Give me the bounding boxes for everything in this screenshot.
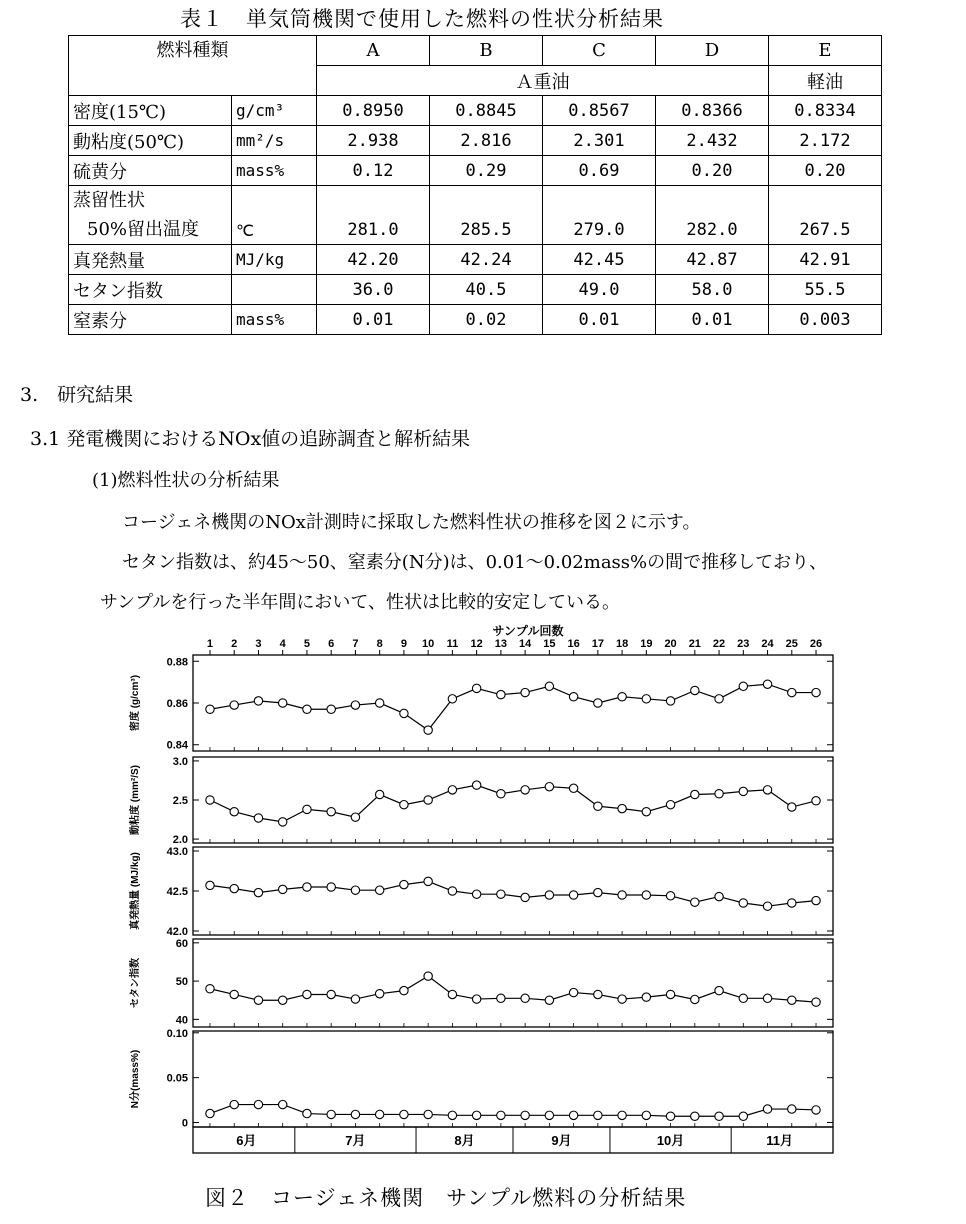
data-point: [666, 697, 674, 705]
data-point: [788, 899, 796, 907]
row-unit: g/cm³: [232, 96, 317, 126]
data-point: [448, 695, 456, 703]
data-point: [400, 1110, 408, 1118]
data-point: [327, 1110, 335, 1118]
data-point: [424, 796, 432, 804]
y-axis-label: セタン指数: [130, 958, 141, 1008]
table-cell: 0.01: [543, 305, 656, 335]
data-point: [497, 890, 505, 898]
x-tick-label: 22: [712, 638, 726, 650]
table-cell: 0.8334: [769, 96, 882, 126]
x-tick-label: 3: [255, 638, 262, 650]
y-axis-label: 動粘度 (mm²/S): [130, 765, 141, 835]
table-row: [69, 126, 882, 156]
month-label: 7月: [345, 1133, 366, 1148]
series-line: [210, 684, 816, 730]
data-point: [351, 995, 359, 1003]
data-point: [424, 1110, 432, 1118]
data-point: [206, 985, 214, 993]
data-point: [351, 1110, 359, 1118]
data-point: [351, 886, 359, 894]
table-cell: 2.172: [769, 126, 882, 156]
y-tick-label: 40: [175, 1014, 188, 1027]
table-cell: 0.12: [317, 156, 430, 186]
paragraph-2-line-1: セタン指数は、約45～50、窒素分(N分)は、0.01～0.02mass%の間で推移しており、: [122, 552, 828, 573]
x-tick-label: 16: [567, 638, 580, 650]
y-tick-label: 0.86: [166, 698, 188, 710]
data-point: [763, 1105, 771, 1113]
data-point: [278, 996, 286, 1004]
table-cell: 0.003: [769, 305, 882, 335]
month-label: 10月: [656, 1133, 685, 1148]
data-point: [618, 1111, 626, 1119]
x-tick-label: 15: [543, 638, 556, 650]
data-point: [812, 998, 820, 1006]
data-point: [569, 784, 577, 792]
data-point: [715, 695, 723, 703]
month-label: 6月: [236, 1133, 257, 1148]
data-point: [254, 888, 262, 896]
data-point: [303, 990, 311, 998]
table-cell: 40.5: [430, 275, 543, 305]
data-point: [763, 902, 771, 910]
table-cell: 281.0: [317, 186, 430, 245]
x-tick-label: 11: [446, 638, 459, 650]
table-row: [69, 156, 882, 186]
table-cell: 2.432: [656, 126, 769, 156]
data-point: [472, 781, 480, 789]
data-point: [278, 885, 286, 893]
data-point: [521, 688, 529, 696]
series-line: [210, 785, 816, 822]
data-point: [278, 1100, 286, 1108]
data-point: [497, 1111, 505, 1119]
x-tick-label: 23: [737, 638, 750, 650]
data-point: [739, 994, 747, 1002]
data-point: [594, 990, 602, 998]
x-tick-label: 14: [518, 638, 532, 650]
y-tick-label: 42.0: [166, 926, 188, 938]
data-point: [739, 682, 747, 690]
row-unit: [232, 275, 317, 305]
data-point: [642, 891, 650, 899]
table-cell: 0.8845: [430, 96, 543, 126]
row-unit: mm²/s: [232, 126, 317, 156]
x-tick-label: 9: [400, 638, 407, 650]
y-tick-label: 2.5: [172, 795, 188, 807]
x-tick-label: 25: [785, 638, 798, 650]
table-row: [69, 96, 882, 126]
data-point: [375, 990, 383, 998]
data-point: [327, 990, 335, 998]
data-point: [715, 1112, 723, 1120]
x-tick-label: 10: [422, 638, 435, 650]
data-point: [448, 1111, 456, 1119]
data-point: [642, 1111, 650, 1119]
x-tick-label: 18: [615, 638, 629, 650]
data-point: [691, 686, 699, 694]
data-point: [594, 888, 602, 896]
data-point: [375, 886, 383, 894]
data-point: [206, 796, 214, 804]
x-tick-label: 7: [352, 638, 359, 650]
data-point: [739, 787, 747, 795]
table-cell: 0.8366: [656, 96, 769, 126]
chart-title: サンプル回数: [492, 624, 564, 638]
data-point: [642, 695, 650, 703]
data-point: [206, 1109, 214, 1117]
panel-frame: [193, 757, 833, 843]
month-label: 8月: [454, 1133, 475, 1148]
x-tick-label: 24: [761, 638, 774, 650]
table-cell: 0.01: [317, 305, 430, 335]
data-point: [715, 892, 723, 900]
row-label: 窒素分: [69, 305, 232, 335]
data-point: [521, 1111, 529, 1119]
data-point: [788, 803, 796, 811]
data-point: [400, 800, 408, 808]
data-point: [545, 996, 553, 1004]
data-point: [278, 699, 286, 707]
data-point: [788, 1105, 796, 1113]
section-3-heading: 3. 研究結果: [20, 384, 134, 406]
data-point: [448, 990, 456, 998]
data-point: [521, 994, 529, 1002]
data-point: [569, 988, 577, 996]
data-point: [303, 805, 311, 813]
month-label: 11月: [766, 1133, 794, 1148]
data-point: [569, 693, 577, 701]
row-unit: ℃: [232, 186, 317, 245]
data-point: [400, 709, 408, 717]
row-label-main: 蒸留性状: [73, 190, 145, 211]
data-point: [545, 783, 553, 791]
panel-frame: [193, 655, 833, 751]
x-tick-label: 17: [591, 638, 604, 650]
data-point: [424, 972, 432, 980]
data-point: [642, 993, 650, 1001]
data-point: [618, 693, 626, 701]
row-label: 硫黄分: [69, 156, 232, 186]
table-cell: 0.20: [656, 156, 769, 186]
data-point: [691, 995, 699, 1003]
table-cell: 267.5: [769, 186, 882, 245]
data-point: [618, 995, 626, 1003]
table-cell: 2.938: [317, 126, 430, 156]
data-point: [424, 877, 432, 885]
series-line: [210, 976, 816, 1002]
data-point: [715, 986, 723, 994]
data-point: [812, 797, 820, 805]
y-tick-label: 0.84: [166, 739, 188, 752]
row-label: [69, 186, 232, 245]
data-point: [472, 890, 480, 898]
data-point: [254, 814, 262, 822]
series-line: [210, 1105, 816, 1117]
data-point: [521, 786, 529, 794]
data-point: [303, 1109, 311, 1117]
data-point: [327, 705, 335, 713]
table-cell: 2.816: [430, 126, 543, 156]
data-point: [788, 996, 796, 1004]
y-tick-label: 0.10: [166, 1027, 188, 1040]
y-tick-label: 42.5: [166, 886, 188, 898]
x-tick-label: 2: [231, 638, 238, 650]
data-point: [715, 790, 723, 798]
y-tick-label: 2.0: [172, 834, 188, 847]
data-point: [303, 883, 311, 891]
data-point: [666, 892, 674, 900]
data-point: [569, 891, 577, 899]
y-tick-label: 0.88: [166, 656, 188, 669]
data-point: [254, 996, 262, 1004]
table-cell: 36.0: [317, 275, 430, 305]
data-point: [472, 1111, 480, 1119]
y-tick-label: 60: [175, 937, 188, 950]
table-cell: 42.91: [769, 245, 882, 275]
table-cell: 42.20: [317, 245, 430, 275]
row-label: 真発熱量: [69, 245, 232, 275]
table-cell: 282.0: [656, 186, 769, 245]
data-point: [254, 697, 262, 705]
data-point: [666, 990, 674, 998]
data-point: [545, 891, 553, 899]
x-tick-label: 26: [809, 638, 823, 650]
data-point: [594, 802, 602, 810]
data-point: [448, 887, 456, 895]
group-a-heavy-oil: Ａ重油: [317, 66, 769, 96]
table-cell: 42.87: [656, 245, 769, 275]
data-point: [230, 701, 238, 709]
table-cell: 0.01: [656, 305, 769, 335]
table-cell: 49.0: [543, 275, 656, 305]
x-tick-label: 20: [664, 638, 677, 650]
data-point: [327, 883, 335, 891]
data-point: [666, 1112, 674, 1120]
data-point: [788, 688, 796, 696]
fuel-col-header: B: [430, 36, 543, 66]
data-point: [691, 898, 699, 906]
data-point: [206, 705, 214, 713]
table-cell: 42.24: [430, 245, 543, 275]
subsection-1-heading: (1)燃料性状の分析結果: [92, 470, 280, 491]
row-label-sub: 50%留出温度: [87, 219, 200, 240]
data-point: [812, 688, 820, 696]
data-point: [763, 994, 771, 1002]
data-point: [642, 808, 650, 816]
data-point: [618, 891, 626, 899]
section-3-1-heading: 3.1 発電機関におけるNOx値の追跡調査と解析結果: [30, 428, 471, 450]
fuel-property-table: [68, 35, 882, 335]
data-point: [497, 690, 505, 698]
series-line: [210, 881, 816, 906]
panel-frame: [193, 1031, 833, 1127]
data-point: [497, 994, 505, 1002]
fuel-col-header: C: [543, 36, 656, 66]
fuel-col-header: D: [656, 36, 769, 66]
y-axis-label: N分(mass%): [130, 1049, 141, 1109]
x-tick-label: 6: [328, 638, 335, 650]
y-tick-label: 0.05: [166, 1072, 188, 1085]
data-point: [327, 808, 335, 816]
table-cell: 285.5: [430, 186, 543, 245]
data-point: [375, 790, 383, 798]
table-cell: 0.8567: [543, 96, 656, 126]
data-point: [497, 790, 505, 798]
table-cell: 0.20: [769, 156, 882, 186]
data-point: [569, 1111, 577, 1119]
figure-2-chart: [0, 615, 966, 1175]
fuel-col-header: A: [317, 36, 430, 66]
row-label: 動粘度(50℃): [69, 126, 232, 156]
data-point: [351, 813, 359, 821]
panel-frame: [193, 847, 833, 935]
table-cell: 2.301: [543, 126, 656, 156]
data-point: [763, 680, 771, 688]
table-cell: 42.45: [543, 245, 656, 275]
table-row: [69, 186, 882, 245]
row-label: セタン指数: [69, 275, 232, 305]
data-point: [230, 990, 238, 998]
data-point: [375, 699, 383, 707]
data-point: [400, 880, 408, 888]
y-tick-label: 0: [181, 1117, 188, 1130]
data-point: [230, 1100, 238, 1108]
data-point: [691, 1112, 699, 1120]
y-tick-label: 3.0: [172, 755, 188, 768]
paragraph-1: コージェネ機関のNOx計測時に採取した燃料性状の推移を図２に示す。: [122, 512, 701, 533]
x-tick-label: 5: [303, 638, 311, 650]
x-tick-label: 1: [206, 638, 214, 650]
month-label: 9月: [551, 1133, 572, 1148]
table-row: [69, 305, 882, 335]
row-unit: mass%: [232, 305, 317, 335]
x-tick-label: 19: [640, 638, 653, 650]
data-point: [812, 896, 820, 904]
data-point: [472, 995, 480, 1003]
table-cell: 0.29: [430, 156, 543, 186]
table-title: 表１ 単気筒機関で使用した燃料の性状分析結果: [180, 7, 664, 31]
data-point: [812, 1106, 820, 1114]
table-cell: 0.8950: [317, 96, 430, 126]
data-point: [206, 881, 214, 889]
data-point: [400, 986, 408, 994]
data-point: [230, 884, 238, 892]
data-point: [594, 699, 602, 707]
y-tick-label: 50: [175, 976, 188, 989]
x-tick-label: 4: [279, 638, 286, 650]
table-cell: 0.69: [543, 156, 656, 186]
data-point: [375, 1110, 383, 1118]
panel-frame: [193, 939, 833, 1027]
table-row: [69, 245, 882, 275]
data-point: [545, 682, 553, 690]
fuel-col-header: E: [769, 36, 882, 66]
row-label: 密度(15℃): [69, 96, 232, 126]
y-axis-label: 真発熱量 (MJ/kg): [130, 852, 141, 930]
data-point: [303, 705, 311, 713]
row-unit: MJ/kg: [232, 245, 317, 275]
data-point: [254, 1100, 262, 1108]
paragraph-2-line-2: サンプルを行った半年間において、性状は比較的安定している。: [100, 592, 621, 613]
x-tick-label: 13: [494, 638, 508, 650]
row-unit: mass%: [232, 156, 317, 186]
table-row: [69, 275, 882, 305]
data-point: [763, 786, 771, 794]
data-point: [472, 684, 480, 692]
data-point: [351, 701, 359, 709]
table-cell: 55.5: [769, 275, 882, 305]
table-cell: 279.0: [543, 186, 656, 245]
data-point: [594, 1111, 602, 1119]
group-light-oil: 軽油: [769, 66, 882, 96]
x-tick-label: 12: [470, 638, 483, 650]
data-point: [739, 899, 747, 907]
data-point: [545, 1111, 553, 1119]
data-point: [521, 893, 529, 901]
figure-caption: 図２ コージェネ機関 サンプル燃料の分析結果: [205, 1186, 687, 1210]
data-point: [448, 786, 456, 794]
data-point: [691, 790, 699, 798]
y-axis-label: 密度 (g/cm³): [130, 674, 141, 732]
y-tick-label: 43.0: [166, 846, 188, 858]
data-point: [424, 726, 432, 734]
table-cell: 58.0: [656, 275, 769, 305]
x-tick-label: 21: [688, 638, 701, 650]
table-cell: 0.02: [430, 305, 543, 335]
x-tick-label: 8: [376, 638, 383, 650]
data-point: [739, 1112, 747, 1120]
data-point: [618, 804, 626, 812]
fuel-type-header: 燃料種類: [69, 36, 317, 96]
data-point: [666, 800, 674, 808]
data-point: [278, 818, 286, 826]
data-point: [230, 808, 238, 816]
